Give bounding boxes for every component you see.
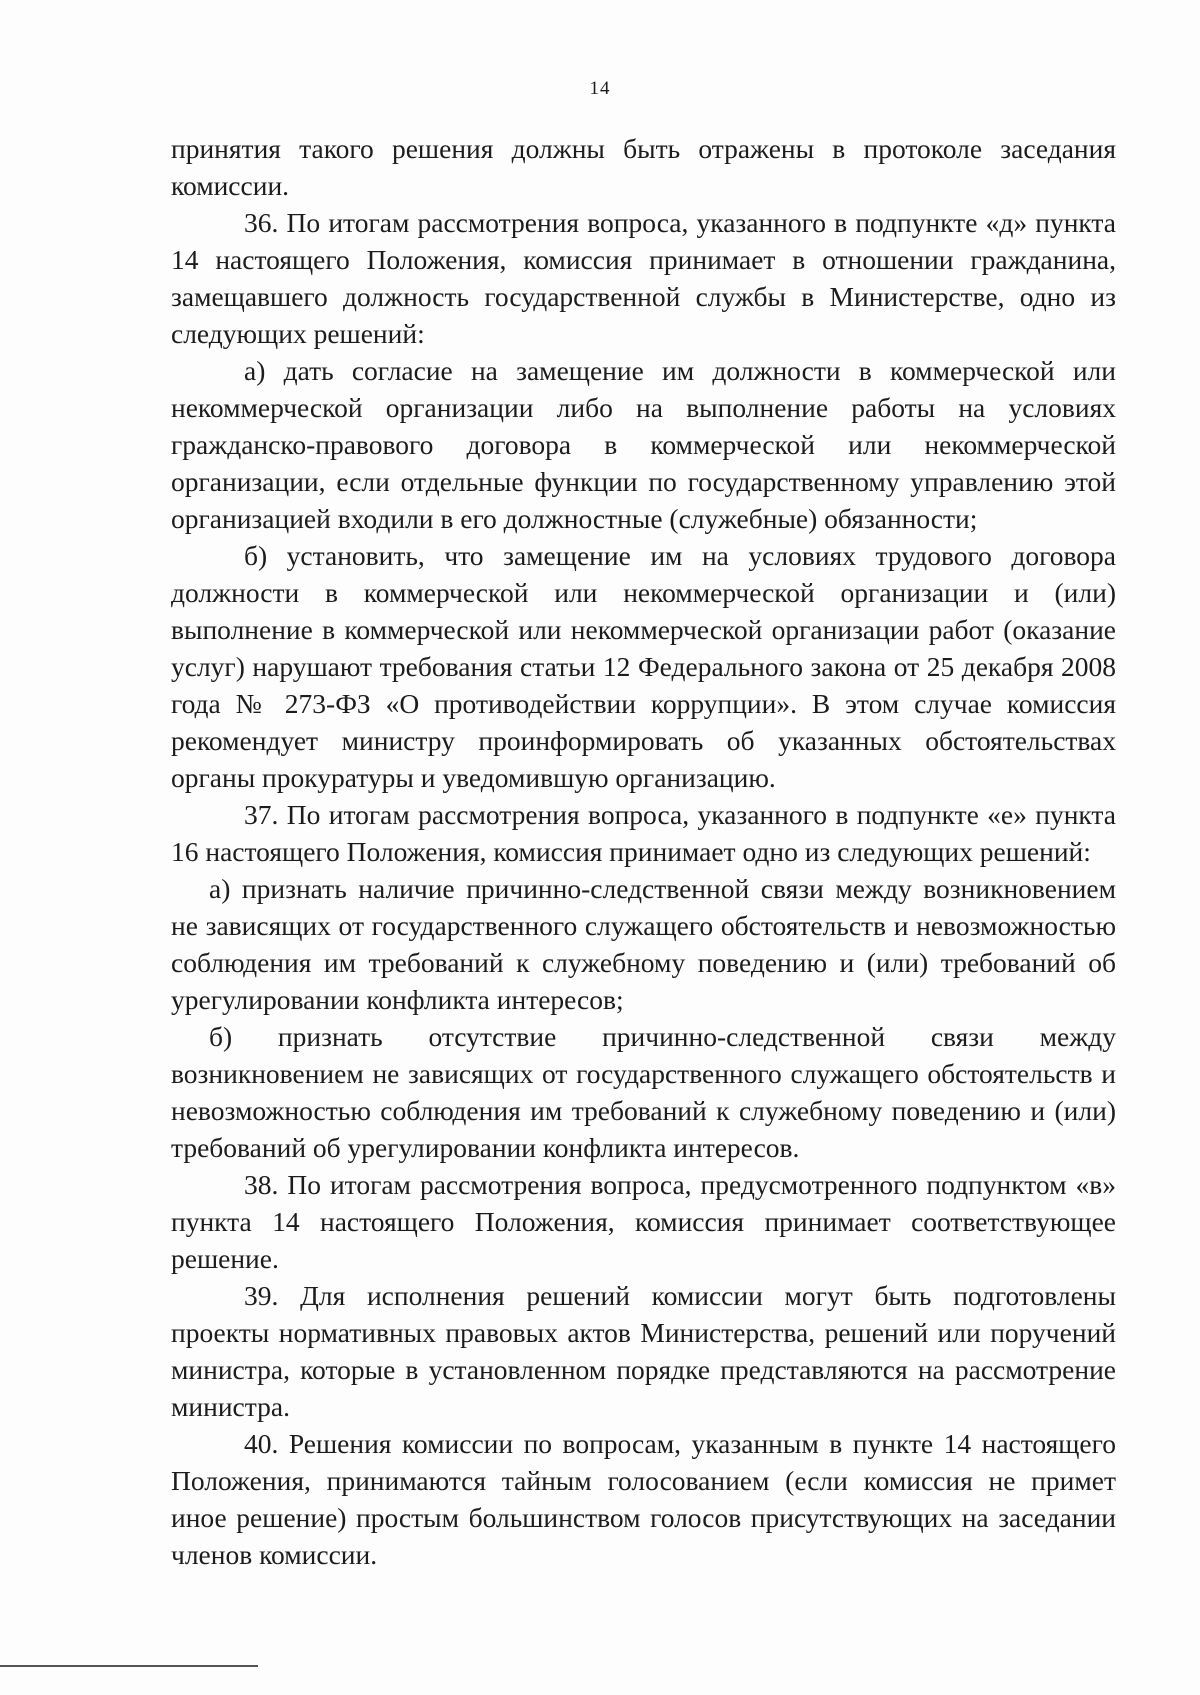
page-number: 14 [589, 78, 611, 99]
paragraph-40: 40. Решения комиссии по вопросам, указанным в пункте 14 настоящего Положения, принимаются тайным голосованием (если комиссия не примет иное решение) простым большинством голосов присутствующих на заседании членов комиссии. [171, 1428, 1116, 1570]
paragraph-39: 39. Для исполнения решений комиссии могут быть подготовлены проекты нормативных правовых актов Министерства, решений или поручений министра, которые в установленном порядке представляются на рассмотрение министра. [171, 1280, 1116, 1422]
paragraph-36-a: а) дать согласие на замещение им должности в коммерческой или некоммерческой организации либо на выполнение работы на условиях гражданско-правового договора в коммерческой или некоммерческой организации, если отдельные функции по государственному управлению этой организацией входили в его должностные (служебные) обязанности; [171, 355, 1116, 534]
paragraph-continuation: принятия такого решения должны быть отражены в протоколе заседания комиссии. [171, 133, 1116, 201]
paragraph-37-a: а) признать наличие причинно-следственной связи между возникновением не зависящих от государственного служащего обстоятельств и невозможностью соблюдения им требований к служебному поведению и (или) требований об урегулировании конфликта интересов; [171, 873, 1116, 1015]
footer-rule [0, 1665, 258, 1667]
paragraph-38: 38. По итогам рассмотрения вопроса, предусмотренного подпунктом «в» пункта 14 настоящего Положения, комиссия принимает соответствующее решение. [171, 1169, 1116, 1274]
paragraph-36: 36. По итогам рассмотрения вопроса, указанного в подпункте «д» пункта 14 настоящего Положения, комиссия принимает в отношении гражданина, замещавшего должность государственной службы в Министерстве, одно из следующих решений: [171, 207, 1116, 349]
paragraph-37-b: б) признать отсутствие причинно-следственной связи между возникновением не зависящих от государственного служащего обстоятельств и невозможностью соблюдения им требований к служебному поведению и (или) требований об урегулировании конфликта интересов. [171, 1021, 1116, 1163]
document-body [171, 130, 1116, 1573]
paragraph-36-b: б) установить, что замещение им на условиях трудового договора должности в коммерческой или некоммерческой организации и (или) выполнение в коммерческой или некоммерческой организации работ (оказание услуг) нарушают требования статьи 12 Федерального закона от 25 декабря 2008 года № 273-ФЗ «О противодействии коррупции». В этом случае комиссия рекомендует министру проинформировать об указанных обстоятельствах органы прокуратуры и уведомившую организацию. [171, 540, 1116, 793]
paragraph-37: 37. По итогам рассмотрения вопроса, указанного в подпункте «е» пункта 16 настоящего Положения, комиссия принимает одно из следующих решений: [171, 799, 1116, 867]
